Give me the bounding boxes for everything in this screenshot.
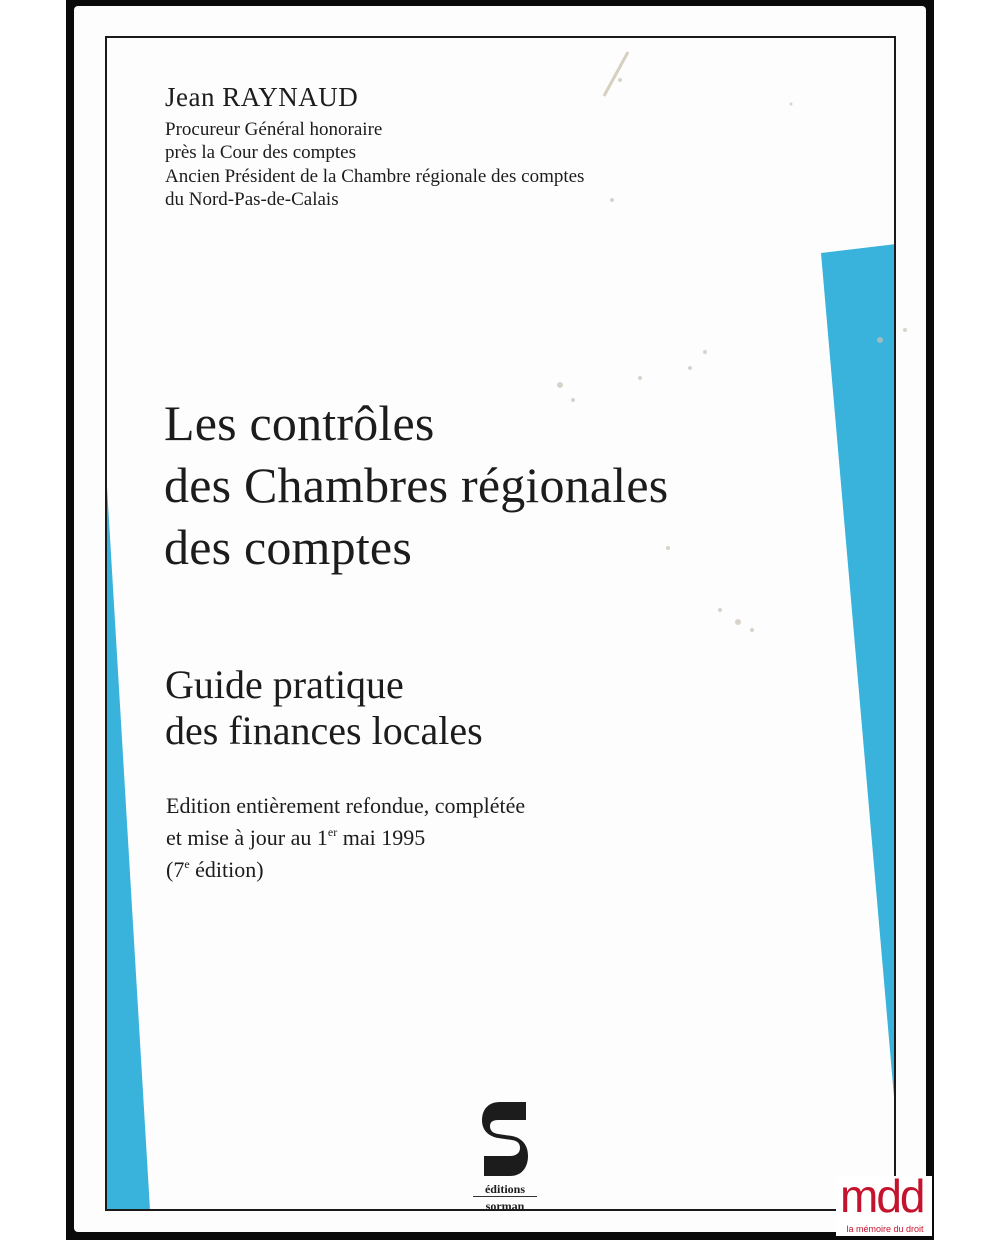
watermark-caption: la mémoire du droit bbox=[846, 1224, 924, 1234]
publisher-logo-icon bbox=[480, 1100, 530, 1178]
publisher-name-line: sorman bbox=[485, 1199, 525, 1213]
edition-text: (7 bbox=[166, 857, 185, 882]
book-title-line: des comptes bbox=[164, 519, 412, 575]
author-name: Jean RAYNAUD bbox=[165, 82, 359, 112]
author-credential: du Nord-Pas-de-Calais bbox=[165, 189, 339, 210]
publisher-name-line: éditions bbox=[484, 1182, 525, 1196]
edition-text: mai 1995 bbox=[337, 825, 426, 850]
author-credential: Ancien Président de la Chambre régionale des comptes bbox=[165, 166, 585, 187]
edition-text: édition) bbox=[189, 857, 264, 882]
edition-text: Edition entièrement refondue, complétée bbox=[166, 793, 526, 818]
ordinal-superscript: er bbox=[327, 825, 338, 839]
book-subtitle-line: des finances locales bbox=[165, 708, 483, 753]
cover-frame bbox=[105, 36, 896, 1211]
author-credential: près la Cour des comptes bbox=[165, 142, 357, 163]
book-subtitle-line: Guide pratique bbox=[165, 662, 404, 707]
ordinal-superscript: e bbox=[184, 857, 190, 871]
book-title-line: des Chambres régionales bbox=[164, 457, 669, 513]
publisher-divider bbox=[473, 1196, 537, 1197]
edition-note-line bbox=[166, 854, 264, 886]
edition-note-line bbox=[166, 790, 525, 822]
watermark-logo: mdd bbox=[840, 1170, 924, 1222]
book-title-line: Les contrôles bbox=[164, 395, 435, 451]
edition-text: et mise à jour au 1 bbox=[166, 825, 328, 850]
author-credential: Procureur Général honoraire bbox=[165, 119, 383, 140]
edition-note-line bbox=[166, 822, 425, 854]
